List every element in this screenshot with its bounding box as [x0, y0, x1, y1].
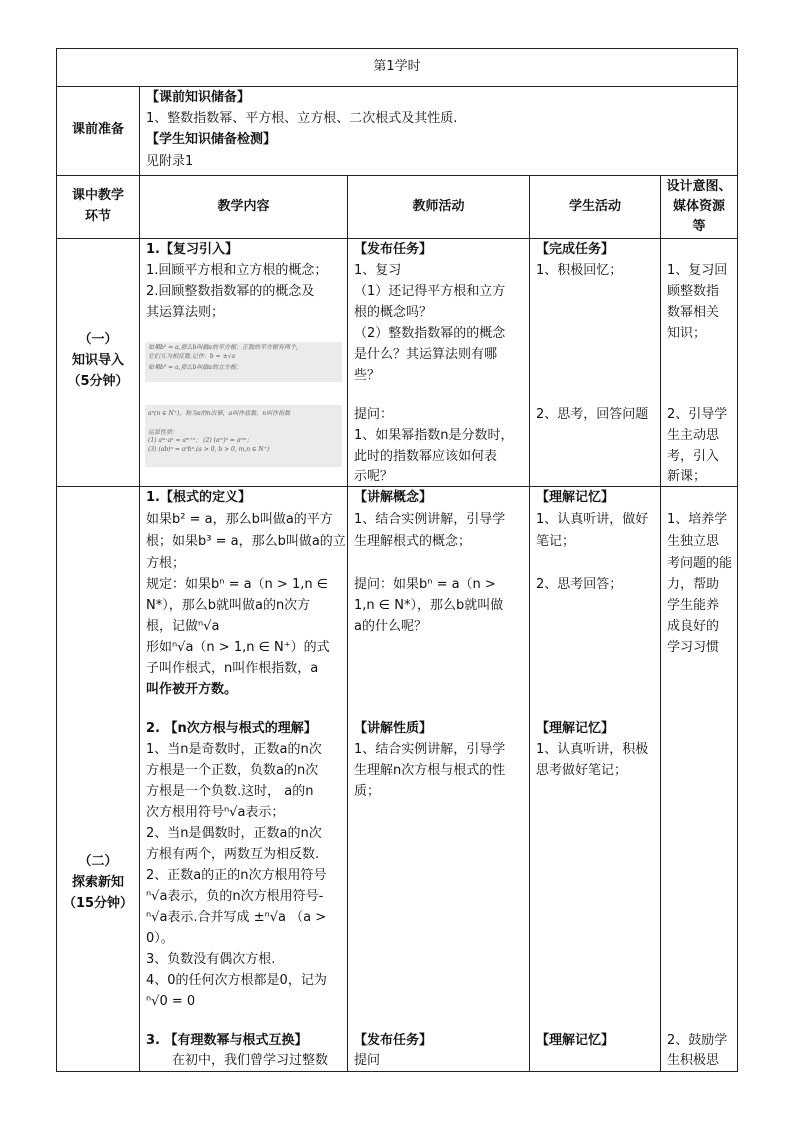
section1-design-line: 新课； [667, 469, 707, 484]
section2-teacher-heading: 【讲解概念】 [354, 490, 433, 505]
section2-content-line: ⁿ√a表示，负的n次方根用符号- [146, 889, 324, 904]
section1-teacher-line: 示呢？ [354, 469, 394, 484]
section2-teacher-line: 质； [354, 784, 381, 799]
section1-teacher-line: 是什么？其运算法则有哪 [354, 347, 498, 362]
section2-content-line: 根；如果b³ = a，那么b叫做a的立 [146, 534, 346, 549]
section2-content-line: 方根是一个正数，负数a的n次 [146, 763, 319, 778]
section2-content-line: ⁿ√0 = 0 [146, 994, 196, 1009]
section2-content-heading: 3. 【有理数幂与根式互换】 [146, 1033, 308, 1048]
section1-student-line: 2、思考，回答问题 [536, 407, 649, 422]
section2-content-line: 3、负数没有偶次方根. [146, 952, 276, 967]
table-rule [56, 86, 737, 87]
section2-student-line: 1、认真听讲，做好 [536, 512, 649, 527]
section2-content-line: 2、当n是偶数时，正数a的n次 [146, 826, 322, 841]
prep-line-heading: 【课前知识储备】 [146, 90, 251, 105]
section1-design-line: 1、复习回 [667, 263, 728, 278]
section2-design-line: 考问题的能 [667, 556, 733, 571]
section2-teacher-line: 生理解n次方根与根式的性 [354, 763, 506, 778]
table-rule [529, 175, 530, 1072]
table-border-right [737, 48, 738, 1072]
col-header-stage: 环节 [84, 209, 111, 224]
prep-line: 1、整数指数幂、平方根、立方根、二次根式及其性质. [146, 111, 458, 126]
section1-design-line: 考，引入 [667, 449, 720, 464]
section2-content-line: 0）。 [146, 931, 174, 946]
section1-teacher-line: 提问： [354, 407, 394, 422]
section2-content-line: ⁿ√a表示.合并写成 ±ⁿ√a （a > [146, 910, 327, 925]
section2-student-line: 思考做好笔记； [536, 763, 628, 778]
section2-content-line: 方根是一个负数.这时， a的n [146, 784, 314, 799]
image-text: 如果b³ = a,那么b叫做a的立方根； [148, 364, 242, 371]
section1-design-line: 生主动思 [667, 428, 720, 443]
section2-content-line: 叫作被开方数。 [146, 682, 238, 697]
section2-content-line: 规定：如果bⁿ = a（n > 1,n ∈ [146, 577, 329, 592]
section2-student-heading: 【理解记忆】 [536, 490, 615, 505]
section2-design-line: 学习习惯 [667, 640, 720, 655]
section1-stage: 知识导入 [71, 353, 124, 368]
section2-content-line: 子叫作根式，n叫作根指数，a [146, 661, 319, 676]
section1-teacher-line: 些？ [354, 368, 381, 383]
section2-design-line: 生积极思 [667, 1053, 720, 1068]
col-header-design: 设计意图、 [666, 179, 732, 194]
section2-content-line: 4、0的任何次方根都是0，记为 [146, 973, 327, 988]
section1-stage: （5分钟） [67, 374, 129, 389]
section2-content-heading: 2. 【n次方根与根式的理解】 [146, 721, 317, 736]
table-rule [56, 238, 737, 239]
section2-student-line: 2、思考回答； [536, 577, 623, 592]
col-header-design: 等 [692, 219, 706, 234]
exponent-rules-image [145, 405, 342, 467]
section2-content-line: 根，记做ⁿ√a [146, 619, 220, 634]
image-text: 如果b² = a,那么b叫做a的平方根；正数的平方根有两个, [148, 344, 298, 351]
section1-teacher-line: 此时的指数幂应该如何表 [354, 449, 498, 464]
col-header-student: 学生活动 [568, 199, 621, 214]
section1-teacher-heading: 【发布任务】 [354, 242, 433, 257]
col-header-stage: 课中教学 [71, 188, 124, 203]
section2-design-line: 生独立思 [667, 534, 720, 549]
image-text: (1) aᵐ·aⁿ = aᵐ⁺ⁿ； (2) (aᵐ)ⁿ = aᵐⁿ； [148, 437, 253, 444]
section2-content-line: 1、当n是奇数时，正数a的n次 [146, 742, 322, 757]
section1-teacher-line: 1、如果幂指数n是分数时， [354, 428, 514, 443]
col-header-design: 媒体资源 [672, 199, 725, 214]
col-header-content: 教学内容 [217, 199, 270, 214]
section2-teacher-heading: 【讲解性质】 [354, 721, 433, 736]
section2-content-line: 在初中，我们曾学习过整数 [146, 1053, 329, 1068]
table-rule [56, 486, 737, 487]
section1-content-line: 2.回顾整数指数幂的的概念及 [146, 284, 315, 299]
section2-stage: 探索新知 [71, 875, 124, 890]
section2-teacher-line: a的什么呢？ [354, 619, 427, 634]
section2-design-line: 学生能养 [667, 598, 720, 613]
section1-content-line: 1.回顾平方根和立方根的概念； [146, 263, 328, 278]
section2-teacher-line: 提问 [354, 1053, 381, 1068]
section2-teacher-line: 1,n ∈ N*），那么b就叫做 [354, 598, 504, 613]
section2-content-line: 方根有两个，两数互为相反数. [146, 847, 320, 862]
section1-design-line: 知识； [667, 326, 707, 341]
prep-line: 见附录1 [146, 154, 194, 169]
section2-student-line: 1、认真听讲，积极 [536, 742, 649, 757]
section2-teacher-line: 提问：如果bⁿ = a（n > [354, 577, 496, 592]
section2-teacher-line: 1、结合实例讲解，引导学 [354, 512, 506, 527]
image-text: (3) (ab)ⁿ = aⁿbⁿ.(a > 0, b > 0, m,n ∈ N⁺) [148, 445, 270, 453]
prep-line-heading: 【学生知识储备检测】 [146, 132, 277, 147]
section2-content-line: 2、正数a的正的n次方根用符号 [146, 868, 327, 883]
lesson-title: 第1学时 [373, 59, 421, 74]
section2-content-line: 次方根用符号ⁿ√a表示； [146, 805, 285, 820]
table-border-top [56, 48, 737, 49]
section2-content-line: 方根； [146, 556, 186, 571]
section2-student-heading: 【理解记忆】 [536, 721, 615, 736]
section2-content-line: N*），那么b就叫做a的n次方 [146, 598, 311, 613]
section1-design-line: 数幂相关 [667, 305, 720, 320]
section1-teacher-line: 1、复习 [354, 263, 402, 278]
section2-content-line: 如果b² = a，那么b叫做a的平方 [146, 512, 333, 527]
section1-teacher-line: 根的概念吗？ [354, 305, 433, 320]
section2-design-line: 成良好的 [667, 619, 720, 634]
section2-design-line: 2、鼓励学 [667, 1033, 728, 1048]
section1-design-line: 2、引导学 [667, 407, 728, 422]
section2-design-line: 力，帮助 [667, 577, 720, 592]
section2-teacher-heading: 【发布任务】 [354, 1033, 433, 1048]
section1-teacher-line: （2）整数指数幂的的概念 [354, 326, 506, 341]
square-root-definition-image [145, 342, 342, 382]
prep-label: 课前准备 [71, 122, 124, 137]
table-rule [139, 86, 140, 1072]
section1-student-heading: 【完成任务】 [536, 242, 615, 257]
section1-content-heading: 1.【复习引入】 [146, 242, 238, 257]
image-text: 它们互为相反数.记作：b = ±√a [148, 352, 236, 360]
image-text: aⁿ(n ∈ N⁺)，称为a的n次幂，a叫作底数，n叫作指数 [148, 410, 291, 417]
section2-stage: （二） [78, 854, 118, 869]
section2-student-heading: 【理解记忆】 [536, 1033, 615, 1048]
section2-content-line: 形如ⁿ√a（n > 1,n ∈ N⁺）的式 [146, 640, 330, 655]
section1-design-line: 顾整数指 [667, 284, 720, 299]
section2-teacher-line: 1、结合实例讲解，引导学 [354, 742, 506, 757]
section2-content-heading: 1.【根式的定义】 [146, 490, 251, 505]
col-header-teacher: 教师活动 [412, 199, 465, 214]
section1-content-line: 其运算法则； [146, 305, 225, 320]
table-rule [347, 175, 348, 1072]
section2-student-line: 笔记； [536, 534, 576, 549]
image-text: 运算性质： [148, 428, 179, 436]
section2-design-line: 1、培养学 [667, 512, 728, 527]
section2-teacher-line: 生理解根式的概念； [354, 534, 472, 549]
table-rule [660, 175, 661, 1072]
section1-teacher-line: （1）还记得平方根和立方 [354, 284, 506, 299]
table-rule [56, 175, 737, 176]
section1-stage: （一） [78, 332, 118, 347]
section1-student-line: 1、积极回忆； [536, 263, 623, 278]
section2-stage: （15分钟） [62, 896, 134, 911]
